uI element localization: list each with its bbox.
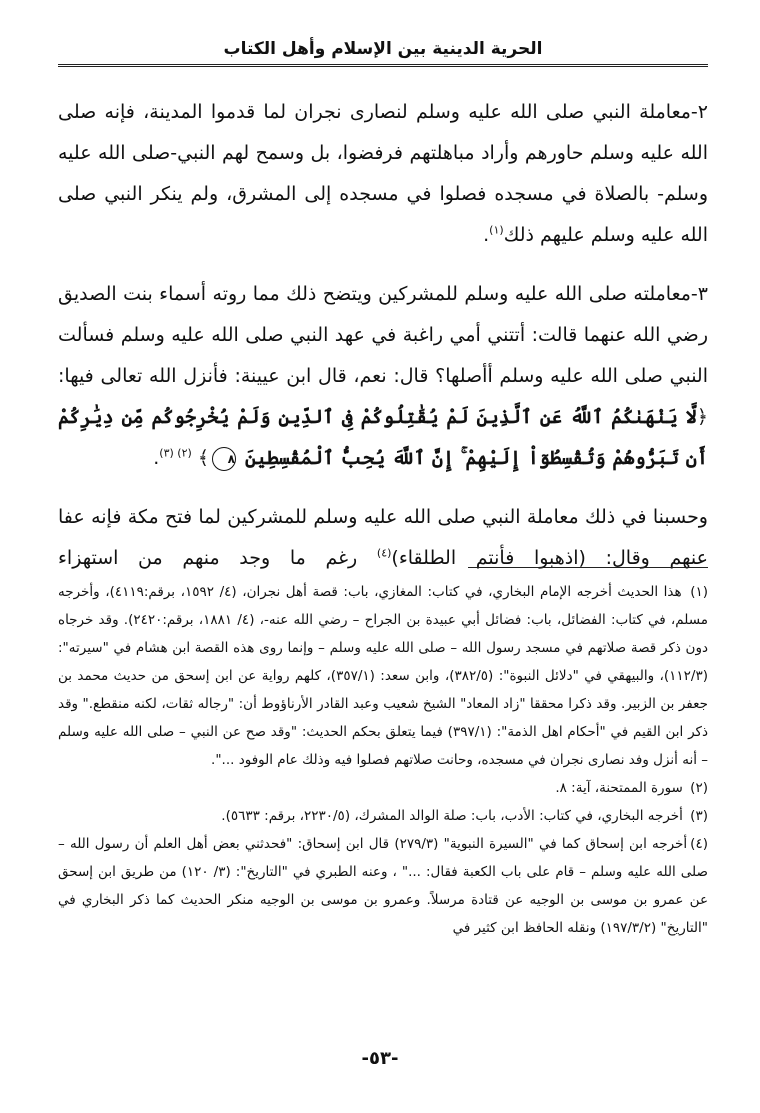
quran-brace-open: ﴿ (696, 406, 708, 428)
footnote-ref-1: (١) (489, 223, 504, 237)
footnote-number: (٤) (690, 836, 708, 852)
paragraph-text: ٢-معاملة النبي صلى الله عليه وسلم لنصارى نجران لما قدموا المدينة، فإنه صلى الله عليه وسلم حاورهم وأراد مباهلتهم فرفضوا، بل وسمح لهم النبي-صلى الله عليه وسلم- بالصلاة في مسجده فصلوا في مسجده إلى المشرق، ولم ينكر النبي صلى الله عليه وسلم عليهم ذلك (58, 101, 708, 246)
paragraph-tail: رغم ما وجد منهم من استهزاء (58, 547, 377, 569)
running-header-title: الحرية الدينية بين الإسلام وأهل الكتاب (223, 39, 543, 59)
paragraph-end: . (483, 224, 490, 246)
quran-verse: لَّا يَنْهَىٰكُمُ ٱللَّهُ عَنِ ٱلَّذِينَ لَمْ يُقَٰتِلُوكُمْ فِى ٱلدِّينِ وَلَمْ يُخْرِجُوكُم مِّن دِيَٰرِكُمْ أَن تَبَرُّوهُمْ وَتُقْسِطُوٓاْ إِلَيْهِمْ ۚ إِنَّ ٱللَّهَ يُحِبُّ ٱلْمُقْسِطِينَ (58, 406, 708, 469)
footnote-number: (١) (690, 584, 709, 600)
paragraph-najran (58, 92, 708, 256)
footnote-ref-4: (٤) (376, 546, 392, 560)
footnote-1 (58, 578, 708, 774)
footnote-number: (٢) (690, 780, 708, 796)
paragraph-text: وحسبنا في ذلك معاملة النبي صلى الله عليه وسلم للمشركين لما فتح مكة فإنه عفا عنهم وقال: (اذهبوا فأنتم الطلقاء) (58, 506, 708, 569)
footnote-2 (58, 774, 708, 802)
footnote-text: هذا الحديث أخرجه الإمام البخاري، في كتاب: المغازي، باب: قصة أهل نجران، (٤/ ١٥٩٢، برقم:٤١١٩)، وأخرجه مسلم، في كتاب: الفضائل، باب: فضائل أبي عبيدة بن الجراح – رضي الله عنه-، (٤/ ١٨٨١، برقم:٢٤٢٠). وقد خرجاه دون ذكر قصة صلاتهم في مسجد رسول الله – صلى الله عليه وسلم – وإنما روى هذه القصة ابن هشام في "سيرته": (١١٢/٣)، والبيهقي في "دلائل النبوة": (٣٨٢/٥)، وابن سعد: (٣٥٧/١)، كلهم رواية عن ابن إسحق من حديث محمد بن جعفر بن الزبير. وقد ذكرا محققا "زاد المعاد" الشيخ شعيب وعبد القادر الأرناؤوط أن: "رجاله ثقات، لكنه منقطع." وقد ذكر ابن القيم في "أحكام اهل الذمة": (٣٩٧/١) فيما يتعلق بحكم الحديث: "وقد صح عن النبي – صلى الله عليه وسلم – أنه أنزل وفد نصارى نجران في مسجده، وحانت صلاتهم فصلوا فيه وذلك عام الوفود ...". (58, 584, 709, 768)
footnote-3 (58, 802, 708, 830)
footnote-ref-2-3: (٢) (٣) (159, 446, 192, 460)
footnote-text: سورة الممتحنة، آية: ٨. (555, 780, 683, 796)
paragraph-polytheists (58, 274, 708, 479)
footnote-4 (58, 830, 708, 942)
page-number: -٥٣- (361, 1048, 399, 1069)
footnote-text: أخرجه ابن إسحاق كما في "السيرة النبوية" (٢٧٩/٣) قال ابن إسحاق: "فحدثني بعض أهل العلم أن رسول الله – صلى الله عليه وسلم – قام على باب الكعبة فقال: ..." ، وعنه الطبري في "التاريخ": (٣/ ١٢٠) من طريق ابن إسحق عن عمرو بن موسى بن الوجيه عن قتادة مرسلاً. وعمرو بن موسى بن الوجيه منكر الحديث كما ذكر البخاري في "التاريخ" (١٩٧/٣/٢) ونقله الحافظ ابن كثير في (58, 836, 708, 936)
running-header (58, 30, 708, 67)
paragraph-text: ٣-معاملته صلى الله عليه وسلم للمشركين ويتضح ذلك مما روته أسماء بنت الصديق رضي الله عنهما قالت: أتتني أمي راغبة في عهد النبي صلى الله عليه وسلم فسألت النبي صلى الله عليه وسلم أأصلها؟ قال: نعم، قال ابن عيينة: فأنزل الله تعالى فيها: (58, 283, 708, 387)
main-text (58, 92, 708, 597)
paragraph-end: . (153, 447, 160, 469)
ayah-number-marker: ٨ (212, 447, 236, 471)
footnote-separator (468, 567, 708, 568)
footnote-number: (٣) (690, 808, 708, 824)
footnote-text: أخرجه البخاري، في كتاب: الأدب، باب: صلة الوالد المشرك، (٢٢٣٠/٥، برقم: ٥٦٣٣). (221, 808, 683, 824)
quran-brace-close: ﴾ (197, 447, 209, 469)
footnotes (58, 578, 708, 942)
